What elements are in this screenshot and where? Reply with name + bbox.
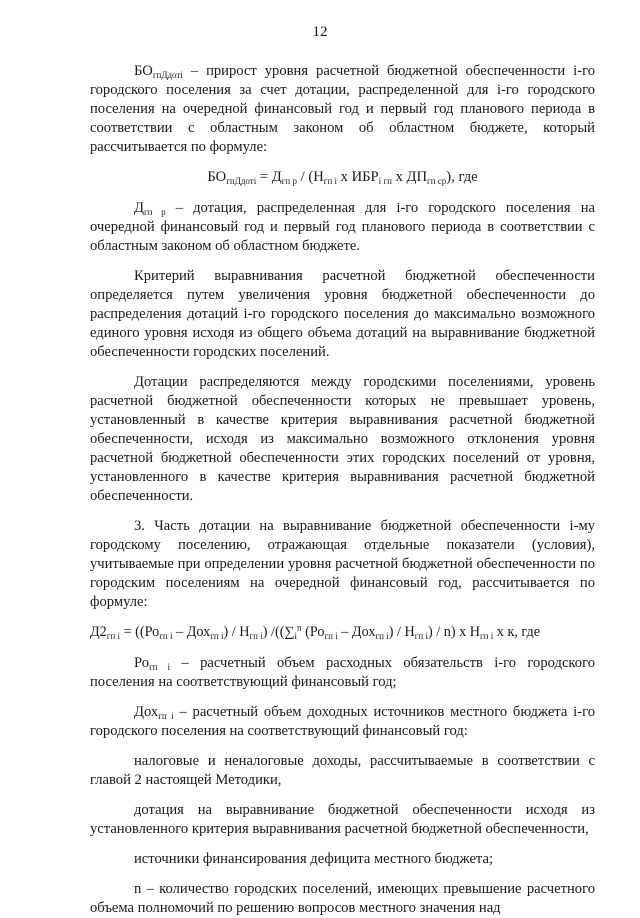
formula-bo: $БО_{гпДдоті} = Д_{гп р} / (Н_{гп і}$ х $ИБР_{і гп}$ х $ДП_{гп ср}$), где — [207, 169, 478, 186]
formula-d2: $Д2_{гп і} = ((Ро_{гп і} - Дох_{гп і}) / Н_{гп і})$ $/((\sum_і^n$ $(Ро_{гп і} - Дох_{гп і}) / Н_{гп і}) / n$) х $Н_{гп і}$ х к, где — [90, 622, 541, 641]
paragraph-deficit-sources: источники финансирования дефицита местного бюджета; — [134, 851, 494, 867]
paragraph-n-definition: n – количество городских поселений, имеющих превышение расчетного объема полномочий по решению вопросов местного значения над — [90, 881, 595, 916]
paragraph-distribution: Дотации распределяются между городскими поселениями, уровень расчетной бюджетной обеспеченности которых не превышает уровень, установленный в качестве критерия выравнивания расчетной бюджетной обеспеченности, исходя из максимально возможного отклонения уровня расчетной бюджетной обеспеченности этих городских поселений от уровня, установленного в качестве критерия выравнивания расчетной бюджетной обеспеченности. — [90, 374, 595, 504]
paragraph-bo-definition: $БО_{гпДдоті}$ – прирост уровня расчетной бюджетной обеспеченности і-го городского поселения за счет дотации, распределенной для і-го городского поселения на очередной финансовый год и первый год планового периода в соответствии с областным законом об областном бюджете, который рассчитывается по формуле: — [90, 63, 595, 155]
paragraph-equalization-subsidy: дотация на выравнивание бюджетной обеспеченности исходя из установленного критерия выравнивания расчетной бюджетной обеспеченности, — [90, 802, 595, 837]
paragraph-tax-revenues: налоговые и неналоговые доходы, рассчитываемые в соответствии с главой 2 настоящей Методики, — [90, 753, 595, 788]
paragraph-criterion: Критерий выравнивания расчетной бюджетной обеспеченности определяется путем увеличения уровня бюджетной обеспеченности до распределения дотаций і-го городского поселения до максимально возможного единого уровня исходя из общего объема дотаций на выравнивание бюджетной обеспеченности городских поселений. — [90, 268, 595, 360]
page-number: 12 — [312, 24, 328, 40]
paragraph-ro-definition: $Ро_{гп і}$ – расчетный объем расходных обязательств і-го городского поселения на соответствующий финансовый год; — [90, 655, 595, 690]
paragraph-section-3: 3. Часть дотации на выравнивание бюджетной обеспеченности і-му городскому поселению, отражающая отдельные показатели (условия), учитываемые при определении уровня расчетной бюджетной обеспеченности по городским поселениям на очередной финансовый год, рассчитывается по формуле: — [90, 518, 595, 610]
paragraph-d-definition: $Д_{гп р}$ – дотация, распределенная для і-го городского поселения на очередной финансовый год и первый год планового периода в соответствии с областным законом об областном бюджете. — [90, 200, 595, 254]
paragraph-dox-definition: Дох$_{гп і}$ – расчетный объем доходных источников местного бюджета і-го городского поселения на соответствующий финансовый год: — [90, 704, 595, 739]
document-body — [90, 62, 595, 918]
